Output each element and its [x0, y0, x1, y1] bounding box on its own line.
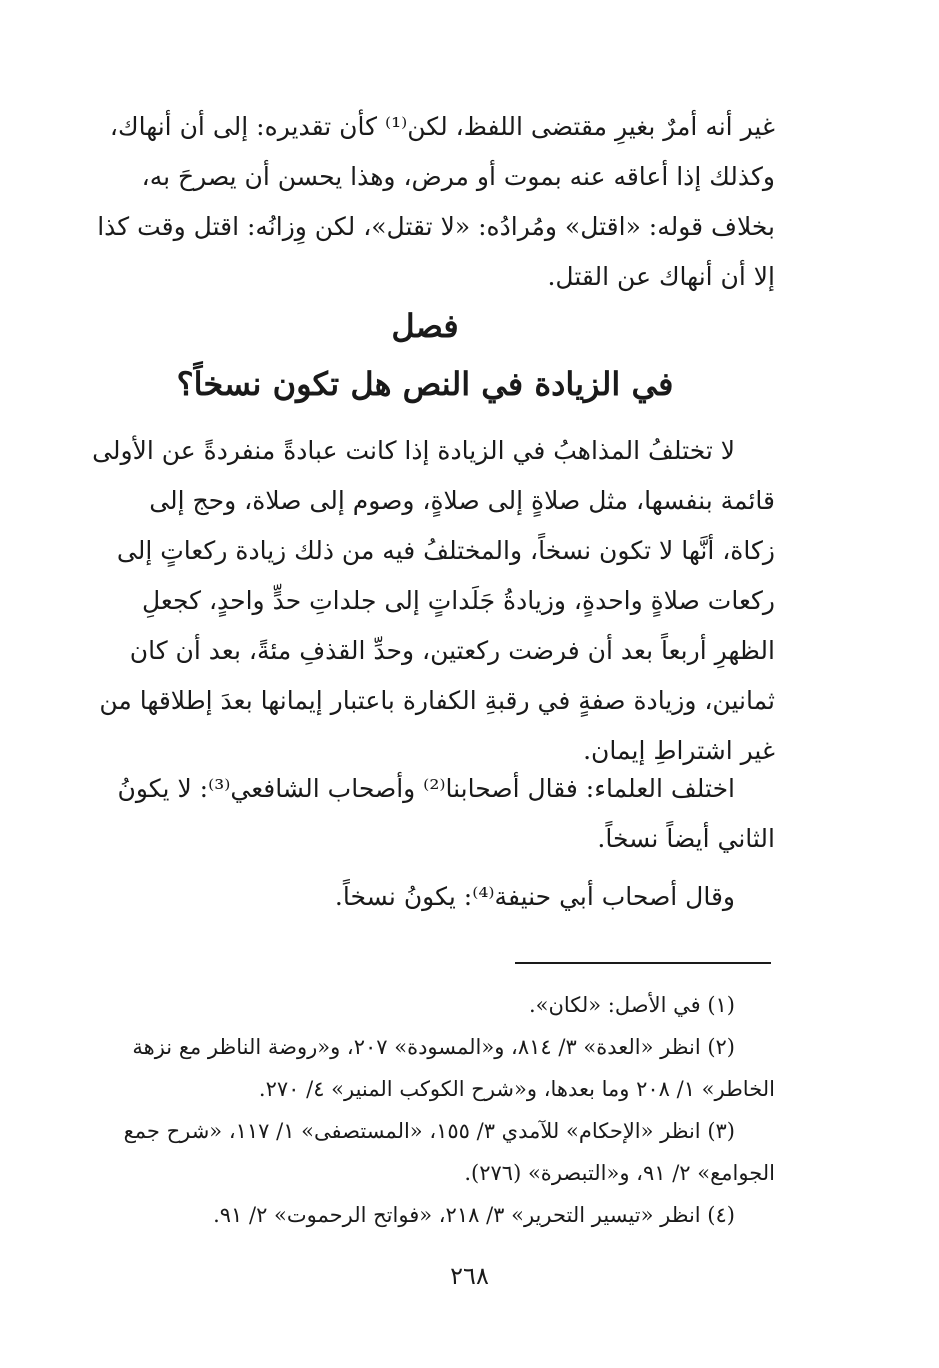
- body-paragraph-3: [75, 872, 775, 922]
- body-paragraph-1: [75, 426, 775, 776]
- intro-line: إلا أن أنهاك عن القتل.: [547, 262, 775, 291]
- intro-line: وكذلك إذا أعاقه عنه بموت أو مرض، وهذا يحسن أن يصرحَ به،: [141, 162, 775, 191]
- footnote-divider: [515, 962, 771, 964]
- paragraph-line: ركعات صلاةٍ واحدةٍ، وزيادةُ جَلَداتٍ إلى جلداتِ حدٍّ واحدٍ، كجعلِ: [141, 586, 775, 615]
- paragraph-line: غير اشتراطِ إيمان.: [583, 736, 775, 765]
- footnote-line: (١) في الأصل: «لكان».: [528, 993, 735, 1017]
- footnote-line: الجوامع» ٢/ ٩١، و«التبصرة» (٢٧٦).: [464, 1161, 775, 1185]
- section-title: في الزيادة في النص هل تكون نسخاً؟: [176, 365, 674, 403]
- paragraph-line: وقال أصحاب أبي حنيفة⁽⁴⁾: يكونُ نسخاً.: [334, 882, 735, 911]
- paragraph-line: قائمة بنفسها، مثل صلاةٍ إلى صلاةٍ، وصوم إلى صلاة، وحج إلى: [149, 486, 775, 515]
- footnotes: [75, 984, 775, 1236]
- body-paragraph-2: [75, 764, 775, 864]
- intro-line: بخلاف قوله: «اقتل» ومُرادُه: «لا تقتل»، لكن وِزانُه: اقتل وقت كذا: [97, 212, 775, 241]
- intro-line: غير أنه أمرٌ بغيرِ مقتضى اللفظ، لكن⁽¹⁾ كأن تقديره: إلى أن أنهاك،: [109, 112, 775, 141]
- intro-paragraph: [75, 102, 775, 302]
- page-number: ٢٦٨: [450, 1262, 489, 1290]
- paragraph-line: لا تختلفُ المذاهبُ في الزيادة إذا كانت عبادةً منفردةً عن الأولى: [92, 436, 735, 465]
- paragraph-line: اختلف العلماء: فقال أصحابنا⁽²⁾ وأصحاب الشافعي⁽³⁾: لا يكونُ: [117, 774, 735, 803]
- paragraph-line: الثاني أيضاً نسخاً.: [597, 824, 775, 853]
- paragraph-line: ثمانين، وزيادة صفةٍ في رقبةِ الكفارة باعتبار إيمانها بعدَ إطلاقها من: [99, 686, 775, 715]
- paragraph-line: زكاة، أنَّها لا تكون نسخاً، والمختلفُ فيه من ذلك زيادة ركعاتٍ إلى: [116, 536, 775, 565]
- footnote-line: الخاطر» ١/ ٢٠٨ وما بعدها، و«شرح الكوكب المنير» ٤/ ٢٧٠.: [258, 1077, 775, 1101]
- footnote-line: (٢) انظر «العدة» ٣/ ٨١٤، و«المسودة» ٢٠٧، و«روضة الناظر مع نزهة: [132, 1035, 735, 1059]
- footnote-line: (٣) انظر «الإحكام» للآمدي ٣/ ١٥٥، «المستصفى» ١/ ١١٧، «شرح جمع: [123, 1119, 735, 1143]
- section-label: فصل: [391, 307, 459, 345]
- footnote-line: (٤) انظر «تيسير التحرير» ٣/ ٢١٨، «فواتح الرحموت» ٢/ ٩١.: [213, 1203, 735, 1227]
- paragraph-line: الظهرِ أربعاً بعد أن فرضت ركعتين، وحدِّ القذفِ مئةً، بعد أن كان: [129, 636, 775, 665]
